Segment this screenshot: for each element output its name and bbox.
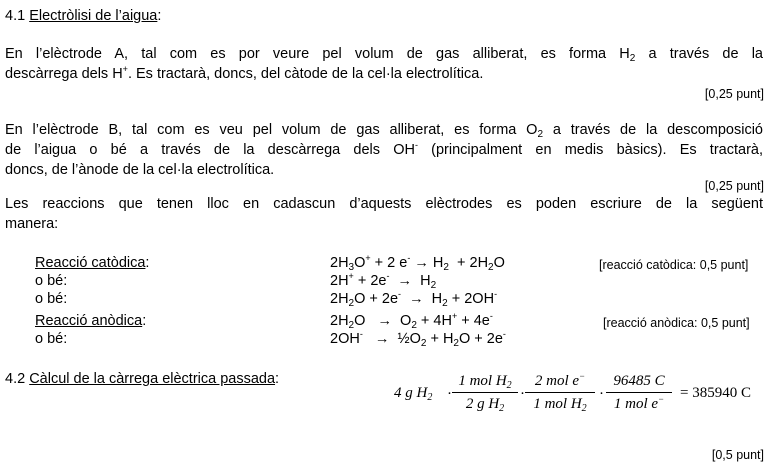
colon: : [63,291,68,307]
text: . Es tractarà, doncs, del càtode de la cel·la electrolítica. [127,66,484,82]
fraction-faraday-constant: 96485 C 1 mol e− [606,373,672,413]
score-section-4-2: [0,5 punt] [711,448,764,462]
label-anodic-reaction [35,313,146,329]
section-number: 4.1 [5,8,26,24]
equation-anodic-1: $2H_2O$ → $O_2 + 4H^+ + 4e^-$ [330,311,493,331]
label-text: o bé [35,273,64,289]
paragraph-a-line-2 [5,66,483,82]
colon: : [145,255,150,271]
label-text: Reacció catòdica [35,255,146,271]
text: a través de la [635,46,764,62]
text: En l’elèctrode A, tal com es por veure pel volum de gas alliberat, es forma H [5,46,630,62]
label-text: o bé [35,331,64,347]
text: de l’aigua o bé a través de la descàrrega dels OH [5,142,415,158]
label-cathodic-reaction [35,255,149,271]
paragraph-b-line-1 [5,122,763,138]
fraction-electrons-per-mol: 2 mol e− 1 mol $H_2$ [525,373,595,413]
multiplication-dot: · [447,386,452,402]
text: a través de la descomposició [543,122,764,138]
score-paragraph-a: [0,25 punt] [704,87,764,101]
paragraph-b-line-3: doncs, de l’ànode de la cel·la electrolítica. [5,162,275,178]
paragraph-b-line-2 [5,142,763,158]
arrow-icon: → [414,255,429,271]
score-paragraph-b: [0,25 punt] [704,179,764,193]
label-or-1 [35,273,67,289]
colon: : [63,331,68,347]
arrow-icon: → [374,331,390,347]
section-4-2-heading [5,371,279,387]
subscript: 2 [629,53,636,64]
colon: : [275,371,280,387]
colon: : [157,8,162,24]
equation-cathodic-2: $2H^+ + 2e^- \to H_2$ [330,271,437,291]
colon: : [63,273,68,289]
score-cathodic-reaction: [reacció catòdica: 0,5 punt] [599,258,749,272]
label-or-3 [35,331,67,347]
multiplication-dot: · [520,386,525,402]
equation-cathodic-3: $2H_2O + 2e^- \to H_2 + 2OH^-$ [330,289,498,309]
multiplication-dot: · [599,386,604,402]
text: En l’elèctrode B, tal com es veu pel volum de gas alliberat, es forma O [5,122,538,138]
section-number: 4.2 [5,371,26,387]
subscript: 2 [537,129,544,140]
score-anodic-reaction: [reacció anòdica: 0,5 punt] [603,316,750,330]
equation-lead: 4 g $H_2$ [394,385,433,403]
section-title: Electròlisi de l’aigua [29,8,158,24]
label-text: o bé [35,291,64,307]
section-4-1-heading [5,8,161,24]
colon: : [142,313,147,329]
arrow-icon: → [377,313,392,329]
superscript: - [414,140,418,150]
arrow-icon: → [409,291,424,307]
equation-cathodic-1: $2H_3O^+ + 2$ $e^- \to H_2 + 2H_2O$ [330,253,505,273]
text: (principalment en medis bàsics). Es tractarà, [417,142,763,158]
paragraph-a-line-1 [5,46,763,62]
equation-result: = 385940 C [680,385,751,401]
charge-calculation [394,372,766,420]
text: descàrrega dels H [5,66,123,82]
superscript: + [122,64,128,74]
paragraph-c-line-2: manera: [5,216,59,232]
arrow-icon: → [397,273,413,289]
section-title: Càlcul de la càrrega elèctrica passada [29,371,276,387]
fraction-mol-per-gram: 1 mol $H_2$ 2 g $H_2$ [452,373,518,413]
label-or-2 [35,291,67,307]
label-text: Reacció anòdica [35,313,143,329]
paragraph-c-line-1: Les reaccions que tenen lloc en cadascun d’aquests elèctrodes es poden escriure de la següent [5,196,763,212]
equation-anodic-2: 2OH- → $\frac{1}{2}O_2 + H_2O + 2e^-$ [330,329,506,349]
